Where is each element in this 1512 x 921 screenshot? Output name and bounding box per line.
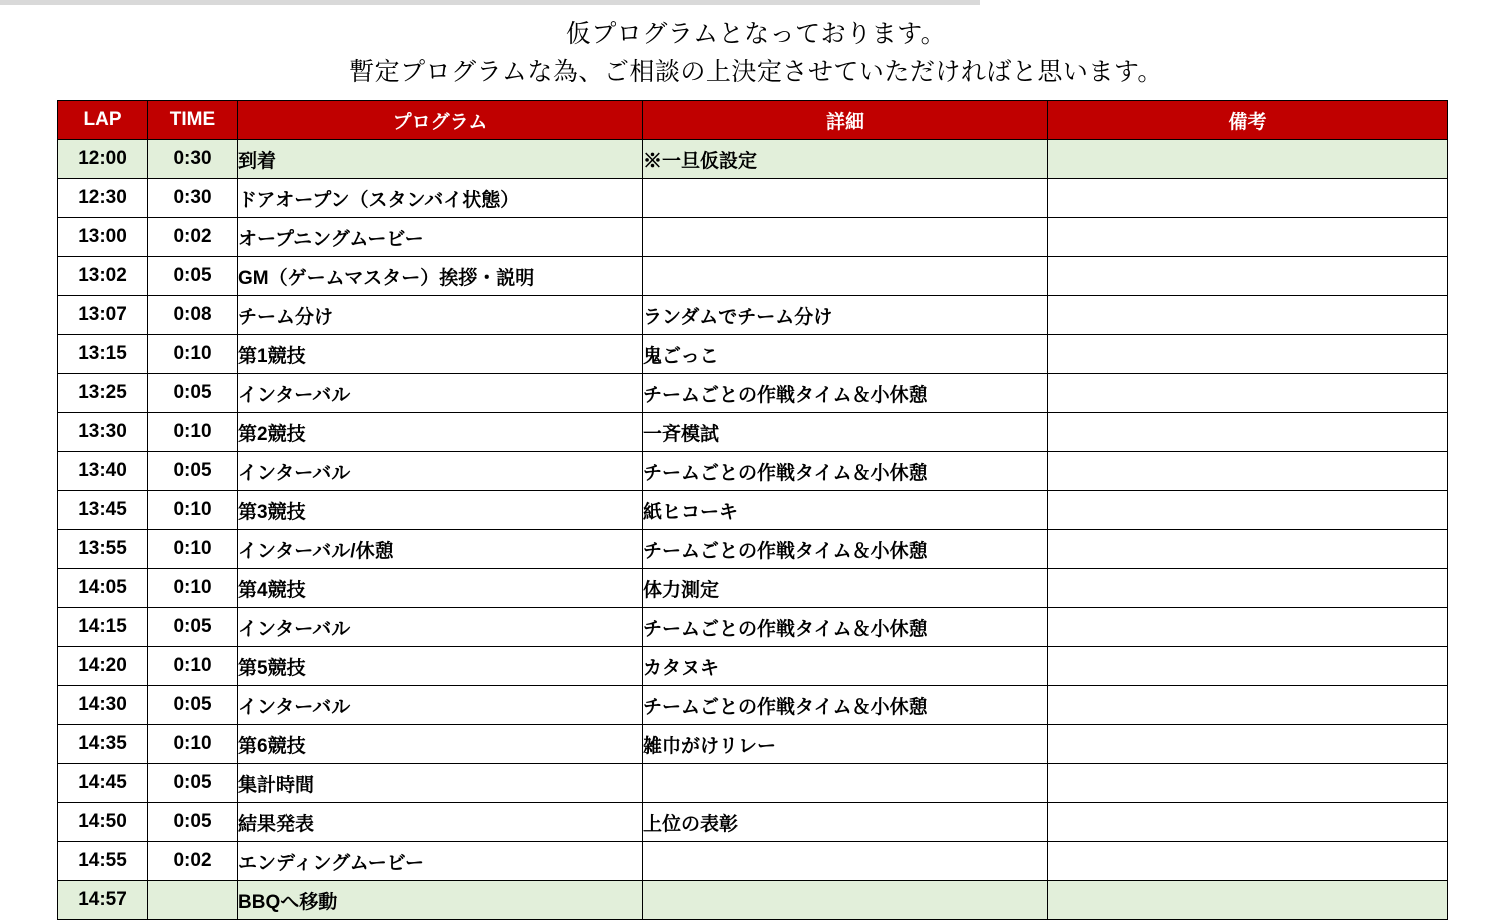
cell-lap: 14:20 [58,647,148,686]
cell-note [1048,413,1448,452]
cell-lap: 14:55 [58,842,148,881]
cell-detail [643,218,1048,257]
cell-detail: チームごとの作戦タイム＆小休憩 [643,452,1048,491]
cell-time: 0:02 [148,218,238,257]
top-edge-strip [0,0,980,5]
cell-detail: カタヌキ [643,647,1048,686]
cell-time: 0:05 [148,374,238,413]
cell-detail: 鬼ごっこ [643,335,1048,374]
cell-note [1048,530,1448,569]
table-row [58,179,1448,218]
schedule-table [57,100,1448,920]
schedule-table-wrapper [57,100,1447,920]
cell-detail [643,179,1048,218]
cell-time [148,881,238,920]
cell-lap: 12:30 [58,179,148,218]
cell-detail: 一斉模試 [643,413,1048,452]
cell-detail: チームごとの作戦タイム＆小休憩 [643,374,1048,413]
cell-time: 0:05 [148,803,238,842]
cell-lap: 13:15 [58,335,148,374]
cell-detail: 上位の表彰 [643,803,1048,842]
cell-lap: 14:15 [58,608,148,647]
cell-lap: 13:55 [58,530,148,569]
cell-program: チーム分け [238,296,643,335]
table-row [58,608,1448,647]
table-row [58,725,1448,764]
cell-note [1048,647,1448,686]
cell-program: インターバル [238,452,643,491]
cell-program: 第3競技 [238,491,643,530]
table-row [58,842,1448,881]
cell-note [1048,452,1448,491]
cell-program: 到着 [238,140,643,179]
header-detail: 詳細 [643,101,1048,140]
cell-program: エンディングムービー [238,842,643,881]
cell-detail: 体力測定 [643,569,1048,608]
cell-time: 0:30 [148,140,238,179]
cell-time: 0:10 [148,491,238,530]
cell-detail: ※一旦仮設定 [643,140,1048,179]
cell-lap: 12:00 [58,140,148,179]
header-lap: LAP [58,101,148,140]
cell-detail [643,764,1048,803]
table-row [58,764,1448,803]
cell-detail: チームごとの作戦タイム＆小休憩 [643,686,1048,725]
table-row [58,335,1448,374]
cell-time: 0:05 [148,764,238,803]
cell-note [1048,140,1448,179]
header-program: プログラム [238,101,643,140]
table-row [58,257,1448,296]
cell-program: 第5競技 [238,647,643,686]
intro-line-2: 暫定プログラムな為、ご相談の上決定させていただければと思います。 [349,58,1163,86]
intro-line-1: 仮プログラムとなっております。 [565,21,947,48]
cell-note [1048,803,1448,842]
cell-program: ドアオープン（スタンバイ状態） [238,179,643,218]
header-time: TIME [148,101,238,140]
cell-note [1048,569,1448,608]
table-row [58,569,1448,608]
cell-time: 0:10 [148,530,238,569]
cell-lap: 14:50 [58,803,148,842]
cell-time: 0:10 [148,725,238,764]
cell-program: 第1競技 [238,335,643,374]
cell-time: 0:05 [148,257,238,296]
cell-note [1048,764,1448,803]
cell-time: 0:10 [148,647,238,686]
cell-program: インターバル [238,686,643,725]
cell-program: インターバル/休憩 [238,530,643,569]
cell-note [1048,608,1448,647]
cell-detail [643,881,1048,920]
cell-note [1048,725,1448,764]
cell-detail: チームごとの作戦タイム＆小休憩 [643,608,1048,647]
table-row [58,686,1448,725]
cell-program: 第4競技 [238,569,643,608]
cell-note [1048,179,1448,218]
cell-time: 0:10 [148,413,238,452]
intro-text-block [0,0,1512,91]
cell-detail: 雑巾がけリレー [643,725,1048,764]
cell-detail: チームごとの作戦タイム＆小休憩 [643,530,1048,569]
cell-detail: ランダムでチーム分け [643,296,1048,335]
cell-lap: 13:45 [58,491,148,530]
cell-time: 0:05 [148,452,238,491]
cell-note [1048,374,1448,413]
table-row [58,452,1448,491]
cell-lap: 13:25 [58,374,148,413]
table-row [58,374,1448,413]
table-row [58,413,1448,452]
cell-program: 集計時間 [238,764,643,803]
cell-detail: 紙ヒコーキ [643,491,1048,530]
cell-lap: 14:30 [58,686,148,725]
cell-time: 0:30 [148,179,238,218]
table-row [58,881,1448,920]
cell-program: 第6競技 [238,725,643,764]
cell-program: 第2競技 [238,413,643,452]
table-row [58,218,1448,257]
cell-time: 0:02 [148,842,238,881]
cell-time: 0:05 [148,686,238,725]
cell-program: インターバル [238,608,643,647]
cell-lap: 14:57 [58,881,148,920]
cell-detail [643,257,1048,296]
table-row [58,140,1448,179]
cell-note [1048,686,1448,725]
schedule-table-head [58,101,1448,140]
cell-time: 0:05 [148,608,238,647]
cell-detail [643,842,1048,881]
cell-note [1048,335,1448,374]
cell-time: 0:10 [148,569,238,608]
cell-note [1048,881,1448,920]
cell-note [1048,296,1448,335]
cell-lap: 13:02 [58,257,148,296]
cell-lap: 14:05 [58,569,148,608]
cell-note [1048,218,1448,257]
table-row [58,491,1448,530]
table-row [58,647,1448,686]
cell-program: 結果発表 [238,803,643,842]
cell-lap: 13:00 [58,218,148,257]
cell-note [1048,257,1448,296]
cell-lap: 14:45 [58,764,148,803]
table-row [58,803,1448,842]
cell-time: 0:10 [148,335,238,374]
cell-program: GM（ゲームマスター）挨拶・説明 [238,257,643,296]
cell-lap: 13:40 [58,452,148,491]
table-row [58,296,1448,335]
cell-lap: 13:07 [58,296,148,335]
cell-note [1048,842,1448,881]
cell-lap: 14:35 [58,725,148,764]
cell-note [1048,491,1448,530]
cell-program: インターバル [238,374,643,413]
header-note: 備考 [1048,101,1448,140]
cell-program: オープニングムービー [238,218,643,257]
table-row [58,530,1448,569]
cell-program: BBQへ移動 [238,881,643,920]
table-header-row [58,101,1448,140]
schedule-table-body [58,140,1448,920]
cell-lap: 13:30 [58,413,148,452]
cell-time: 0:08 [148,296,238,335]
